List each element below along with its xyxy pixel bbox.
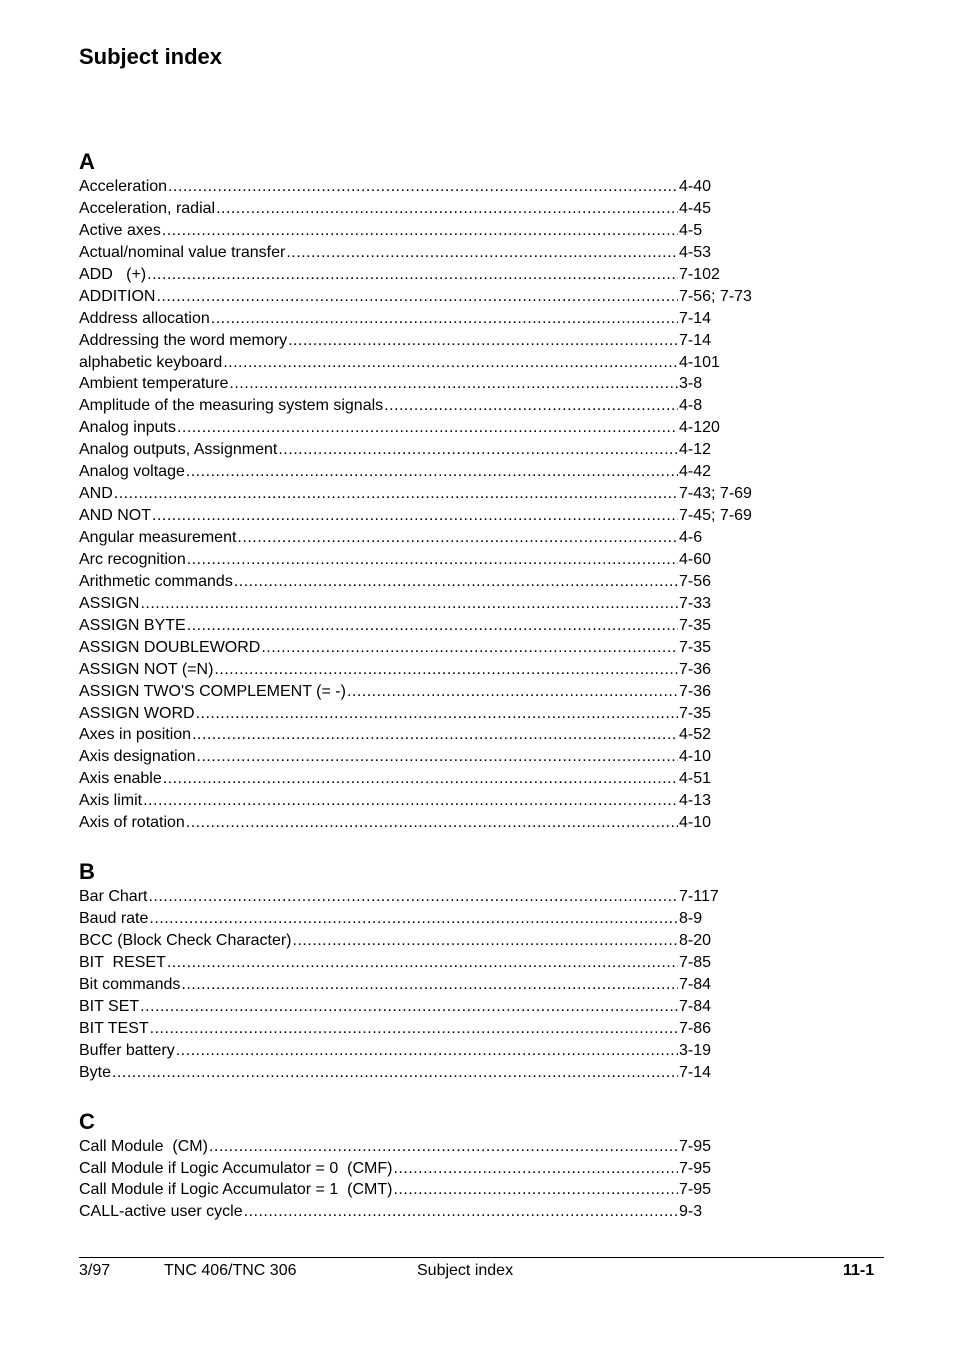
index-entry	[79, 330, 759, 352]
index-entry	[79, 724, 759, 746]
index-term: Arc recognition	[79, 550, 186, 568]
index-term: Bit commands	[79, 975, 181, 993]
dot-leader	[162, 220, 678, 242]
index-term: Analog inputs	[79, 419, 176, 437]
dot-leader	[140, 593, 678, 615]
index-page-ref: 8-9	[679, 910, 703, 928]
index-page-ref: 4-60	[679, 550, 712, 568]
index-term: ADDITION	[79, 287, 156, 305]
index-section-a	[79, 148, 759, 834]
index-page-ref: 4-45	[679, 199, 712, 217]
index-entry	[79, 461, 759, 483]
index-entry	[79, 812, 759, 834]
footer-divider	[79, 1257, 884, 1258]
index-page-ref: 7-14	[679, 309, 712, 327]
dot-leader	[209, 1136, 678, 1158]
dot-leader	[114, 483, 678, 505]
index-page-ref: 7-33	[679, 594, 712, 612]
index-page-ref: 7-84	[679, 975, 712, 993]
dot-leader	[211, 308, 678, 330]
section-letter: C	[79, 1108, 95, 1134]
index-term: Ambient temperature	[79, 375, 229, 393]
index-page-ref: 4-53	[679, 243, 712, 261]
index-term: Axis enable	[79, 770, 162, 788]
index-term: ASSIGN TWO'S COMPLEMENT (= -)	[79, 682, 346, 700]
index-term: Axis designation	[79, 748, 196, 766]
index-entry	[79, 352, 759, 374]
index-page-ref: 7-84	[679, 997, 712, 1015]
index-page-ref: 7-56; 7-73	[679, 287, 752, 305]
index-term: Bar Chart	[79, 888, 148, 906]
index-page-ref: 3-19	[679, 1041, 712, 1059]
index-term: AND NOT	[79, 507, 151, 525]
dot-leader	[286, 242, 678, 264]
index-entry	[79, 242, 759, 264]
index-page-ref: 7-102	[679, 265, 720, 283]
dot-leader	[214, 659, 678, 681]
index-term: ASSIGN	[79, 594, 140, 612]
index-term: BCC (Block Check Character)	[79, 932, 292, 949]
index-page-ref: 7-35	[679, 616, 712, 634]
index-entry	[79, 1136, 759, 1158]
index-entry	[79, 1062, 759, 1084]
index-entry	[79, 790, 759, 812]
index-entry	[79, 571, 759, 593]
dot-leader	[149, 908, 678, 930]
dot-leader	[186, 461, 678, 483]
index-term: AND	[79, 485, 113, 503]
index-entry	[79, 681, 759, 703]
dot-leader	[216, 198, 678, 220]
index-page-ref: 7-14	[679, 331, 712, 349]
dot-leader	[234, 571, 678, 593]
index-entry	[79, 417, 759, 439]
index-term: CALL-active user cycle	[79, 1203, 243, 1221]
dot-leader	[148, 886, 678, 908]
index-term: ADD (+)	[79, 265, 147, 283]
index-entry	[79, 1179, 759, 1201]
dot-leader	[229, 373, 678, 395]
index-entry	[79, 439, 759, 461]
index-entry	[79, 637, 759, 659]
index-page-ref: 7-45; 7-69	[679, 507, 752, 525]
index-page-ref: 7-86	[679, 1019, 712, 1037]
index-term: Buffer battery	[79, 1041, 175, 1059]
dot-leader	[112, 1062, 678, 1084]
index-page-ref: 4-6	[679, 529, 703, 546]
dot-leader	[147, 264, 678, 286]
index-entry	[79, 308, 759, 330]
index-page-ref: 4-51	[679, 770, 712, 788]
index-page-ref: 4-120	[679, 419, 720, 437]
dot-leader	[156, 286, 678, 308]
index-section-b	[79, 858, 759, 1083]
dot-leader	[168, 176, 678, 198]
index-term: BIT RESET	[79, 953, 166, 971]
dot-leader	[187, 549, 678, 571]
dot-leader	[384, 395, 678, 417]
index-entry	[79, 176, 759, 198]
dot-leader	[140, 996, 678, 1018]
index-term: Acceleration	[79, 178, 168, 195]
index-page-ref: 4-8	[679, 397, 703, 415]
dot-leader	[196, 703, 678, 725]
index-entry	[79, 483, 759, 505]
index-entry	[79, 593, 759, 615]
index-entry	[79, 198, 759, 220]
index-page-ref: 4-12	[679, 441, 712, 459]
index-term: Amplitude of the measuring system signals	[79, 397, 384, 415]
index-content	[79, 148, 759, 1247]
index-page-ref: 7-35	[679, 704, 712, 722]
index-page-ref: 4-101	[679, 353, 720, 371]
index-entry	[79, 768, 759, 790]
index-page-ref: 7-85	[679, 953, 712, 971]
index-page-ref: 3-8	[679, 375, 703, 393]
index-term: Actual/nominal value transfer	[79, 243, 286, 261]
dot-leader	[152, 505, 678, 527]
dot-leader	[237, 527, 678, 549]
index-page-ref: 7-14	[679, 1063, 712, 1081]
index-entry	[79, 373, 759, 395]
index-entry	[79, 220, 759, 242]
index-entry	[79, 1201, 759, 1223]
index-term: ASSIGN DOUBLEWORD	[79, 638, 261, 656]
index-entry	[79, 527, 759, 549]
index-term: Analog outputs, Assignment	[79, 441, 278, 459]
page-title: Subject index	[79, 44, 223, 69]
index-term: Call Module (CM)	[79, 1137, 208, 1155]
index-entry	[79, 974, 759, 996]
index-term: Addressing the word memory	[79, 331, 288, 349]
dot-leader	[288, 330, 678, 352]
section-letter: B	[79, 859, 95, 885]
index-entry	[79, 703, 759, 725]
footer-date: 3/97	[79, 1262, 111, 1279]
footer-model: TNC 406/TNC 306	[164, 1262, 297, 1279]
index-term: ASSIGN NOT (=N)	[79, 660, 214, 678]
index-page-ref: 9-3	[679, 1203, 703, 1221]
index-term: Angular measurement	[79, 529, 237, 546]
index-term: Axis of rotation	[79, 814, 185, 832]
index-entry	[79, 505, 759, 527]
index-entry	[79, 952, 759, 974]
index-entry	[79, 1158, 759, 1180]
index-page-ref: 7-36	[679, 660, 712, 678]
dot-leader	[186, 812, 678, 834]
index-page-ref: 7-56	[679, 572, 712, 590]
index-term: Baud rate	[79, 910, 149, 928]
dot-leader	[293, 930, 679, 952]
index-page-ref: 4-52	[679, 726, 712, 744]
dot-leader	[393, 1179, 678, 1201]
index-page-ref: 7-95	[679, 1137, 712, 1155]
dot-leader	[187, 615, 678, 637]
dot-leader	[150, 1018, 678, 1040]
index-page-ref: 4-10	[679, 814, 712, 832]
index-page-ref: 7-95	[679, 1181, 712, 1199]
index-term: Call Module if Logic Accumulator = 1 (CMT)	[79, 1181, 393, 1199]
index-entry	[79, 908, 759, 930]
dot-leader	[197, 746, 678, 768]
index-entry	[79, 264, 759, 286]
dot-leader	[192, 724, 678, 746]
index-term: alphabetic keyboard	[79, 353, 223, 371]
index-term: ASSIGN WORD	[79, 704, 195, 722]
index-page-ref: 4-13	[679, 792, 712, 810]
index-page-ref: 7-35	[679, 638, 712, 656]
index-term: Active axes	[79, 221, 161, 239]
index-page-ref: 4-42	[679, 463, 712, 481]
index-term: Axes in position	[79, 726, 192, 744]
footer-page-number: 11-1	[843, 1262, 875, 1279]
index-page-ref: 7-36	[679, 682, 712, 700]
index-term: Axis limit	[79, 792, 143, 810]
index-page-ref: 4-5	[679, 221, 703, 239]
footer-section: Subject index	[417, 1262, 514, 1279]
index-term: Acceleration, radial	[79, 199, 216, 217]
index-section-c	[79, 1108, 759, 1224]
index-entry	[79, 1018, 759, 1040]
index-term: Byte	[79, 1063, 112, 1081]
dot-leader	[347, 681, 678, 703]
index-entry	[79, 615, 759, 637]
dot-leader	[223, 352, 678, 374]
index-entry	[79, 286, 759, 308]
dot-leader	[393, 1158, 678, 1180]
index-term: Arithmetic commands	[79, 572, 233, 590]
index-entry	[79, 549, 759, 571]
dot-leader	[244, 1201, 678, 1223]
index-page-ref: 4-10	[679, 748, 712, 766]
section-letter: A	[79, 149, 95, 174]
index-page-ref: 7-117	[679, 888, 719, 906]
index-term: Address allocation	[79, 309, 210, 327]
index-entry	[79, 886, 759, 908]
index-page-ref: 4-40	[679, 178, 712, 195]
dot-leader	[181, 974, 678, 996]
index-page-ref: 8-20	[679, 932, 712, 949]
index-term: ASSIGN BYTE	[79, 616, 186, 634]
index-entry	[79, 395, 759, 417]
index-entry	[79, 659, 759, 681]
dot-leader	[167, 952, 678, 974]
index-term: BIT SET	[79, 997, 140, 1015]
index-page-ref: 7-95	[679, 1159, 712, 1177]
dot-leader	[143, 790, 678, 812]
index-term: BIT TEST	[79, 1019, 149, 1037]
index-entry	[79, 930, 759, 952]
index-entry	[79, 746, 759, 768]
dot-leader	[176, 1040, 678, 1062]
dot-leader	[177, 417, 678, 439]
index-term: Analog voltage	[79, 463, 185, 481]
dot-leader	[261, 637, 678, 659]
dot-leader	[163, 768, 678, 790]
index-term: Call Module if Logic Accumulator = 0 (CMF)	[79, 1159, 393, 1177]
dot-leader	[278, 439, 678, 461]
index-entry	[79, 996, 759, 1018]
index-entry	[79, 1040, 759, 1062]
index-page-ref: 7-43; 7-69	[679, 485, 752, 503]
